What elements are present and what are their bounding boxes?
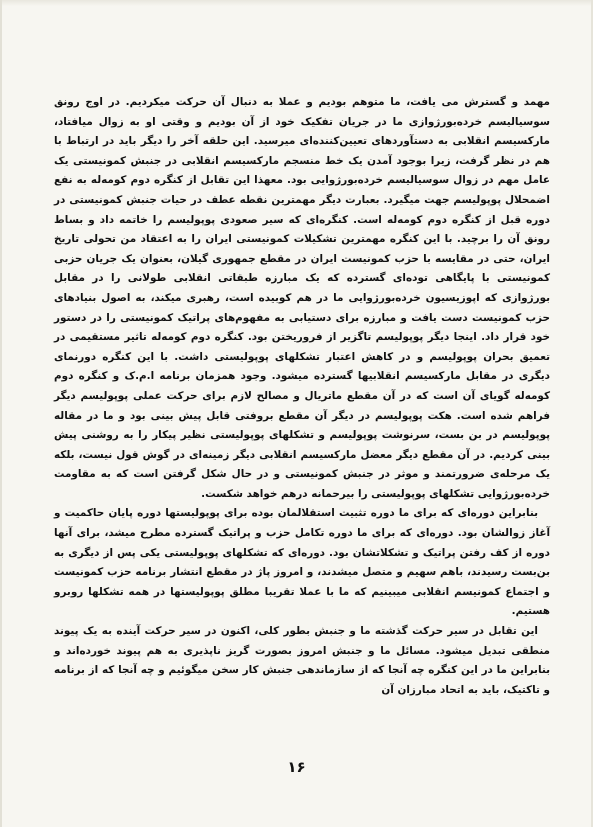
body-text [54,93,550,700]
page-edge-shadow [2,0,591,6]
paragraph-1: مهمد و گسترش می یافت، ما متوهم بودیم و عملا به دنبال آن حرکت میکردیم. در اوج رونق سوسیالیسم خرده‌بورژوازی ما در جریان تفکیک خود از آن بودیم و وقتی او به زوال میافتاد، مارکسیسم انقلابی به دستآوردهای تعیین‌کننده‌ای میرسید. این حلقه آخر را دیگر باید در ارتباط با هم در نظر گرفت، زیرا بوجود آمدن یک خط منسجم مارکسیسم انقلابی در جنبش کمونیستی یک عامل مهم در زوال سوسیالیسم خرده‌بورژوایی بود. معهذا این تقابل از کنگره دوم کومه‌له به نفع اضمحلال پوپولیسم جهت میگیرد. بعبارت دیگر مهمترین نقطه عطف در حیات جنبش کمونیستی در دوره قبل از کنگره دوم کومه‌له است. کنگره‌ای که سیر صعودی پوپولیسم را خاتمه داد و بساط رونق آن را برچید. با این کنگره مهمترین تشکیلات کمونیستی ایران را به اعتقاد من تحولی تاریخ ایران، حتی در مقایسه با حزب کمونیست ایران در مقطع جمهوری گیلان، بعنوان یک جریان حزبی کمونیستی با پایگاهی توده‌ای گسترده که یک مبارزه طبقاتی انقلابی طولانی را در مقابل بورژوازی که اپوزیسیون خرده‌بورژوایی ما در هم کوبیده است، رهبری میکند، به اصول بنیادهای حزب کمونیست دست یافت و مبارزه برای دستیابی به مفهوم‌های پراتیک کمونیستی را در دستور خود قرار داد. اینجا دیگر پوپولیسم تاگزیر از فروریختن بود. کنگره دوم کومه‌له تاثیر مستقیمی در تعمیق بحران پوپولیسم و در کاهش اعتبار تشکلهای پوپولیستی داشت. با این کنگره دورنمای دیگری در مقابل مارکسیسم انقلابیها گسترده میشود. وجود همزمان برنامه ا.م.ک و کنگره دوم کومه‌له گویای آن است که در آن مقطع ماتریال و مصالح لازم برای حرکت عملی پوپولیسم دیگر فراهم شده است. هکت پوپولیسم در دیگر آن مقطع بروفتی قابل پیش بینی بود و ما در مقاله پوپولیسم در بن بست، سرنوشت پوپولیسم و تشکلهای پوپولیستی نظیر پیکار را به روشنی پیش بینی کردیم. در آن مقطع دیگر معضل مارکسیسم انقلابی دیگر زمینه‌ای در گوش قول نیست، بلکه یک مرحله‌ی ضرورتمند و موثر در جنبش کمونیستی و در حال شکل گرفتن است که به مقاومت خرده‌بورژوایی تشکلهای پوپولیستی را بیرحمانه درهم خواهد شکست. [54,96,550,500]
paragraph-3: این تقابل در سیر حرکت گذشته ما و جنبش بطور کلی، اکنون در سیر حرکت آینده به یک پیوند منطقی تبدیل میشود. مسائل ما و جنبش امروز بصورت گریز ناپذیری به هم پیوند خورده‌اند و بنابراین ما در این کنگره چه آنجا که از سازماندهی جنبش کار سخن میگوئیم و چه آنجا که از برنامه و تاکتیک، باید به اتحاد مبارزان آن [54,625,550,696]
paragraph-2: بنابراین دوره‌ای که برای ما دوره تثبیت استقلالمان بوده برای پوپولیستها دوره پایان حاکمیت و آغاز زوالشان بود. دوره‌ای که برای ما دوره تکامل حزب و پراتیک گسترده مطرح میشد، برای آنها دوره از کف رفتن پراتیک و تشکلاتشان بود. دوره‌ای که تشکلهای پوپولیستی یکی پس از دیگری به بن‌بست رسیدند، باهم سهیم و متصل میشدند، و امروز پاژ در مقطع انتشار برنامه حزب کمونیست و اجتماع کمونیسم انقلابی میبینیم که ما با عملا تقریبا مطلق پوپولیستها در همه تشکلها روبرو هستیم. [54,507,550,618]
page-number: ۱۶ [287,758,306,776]
